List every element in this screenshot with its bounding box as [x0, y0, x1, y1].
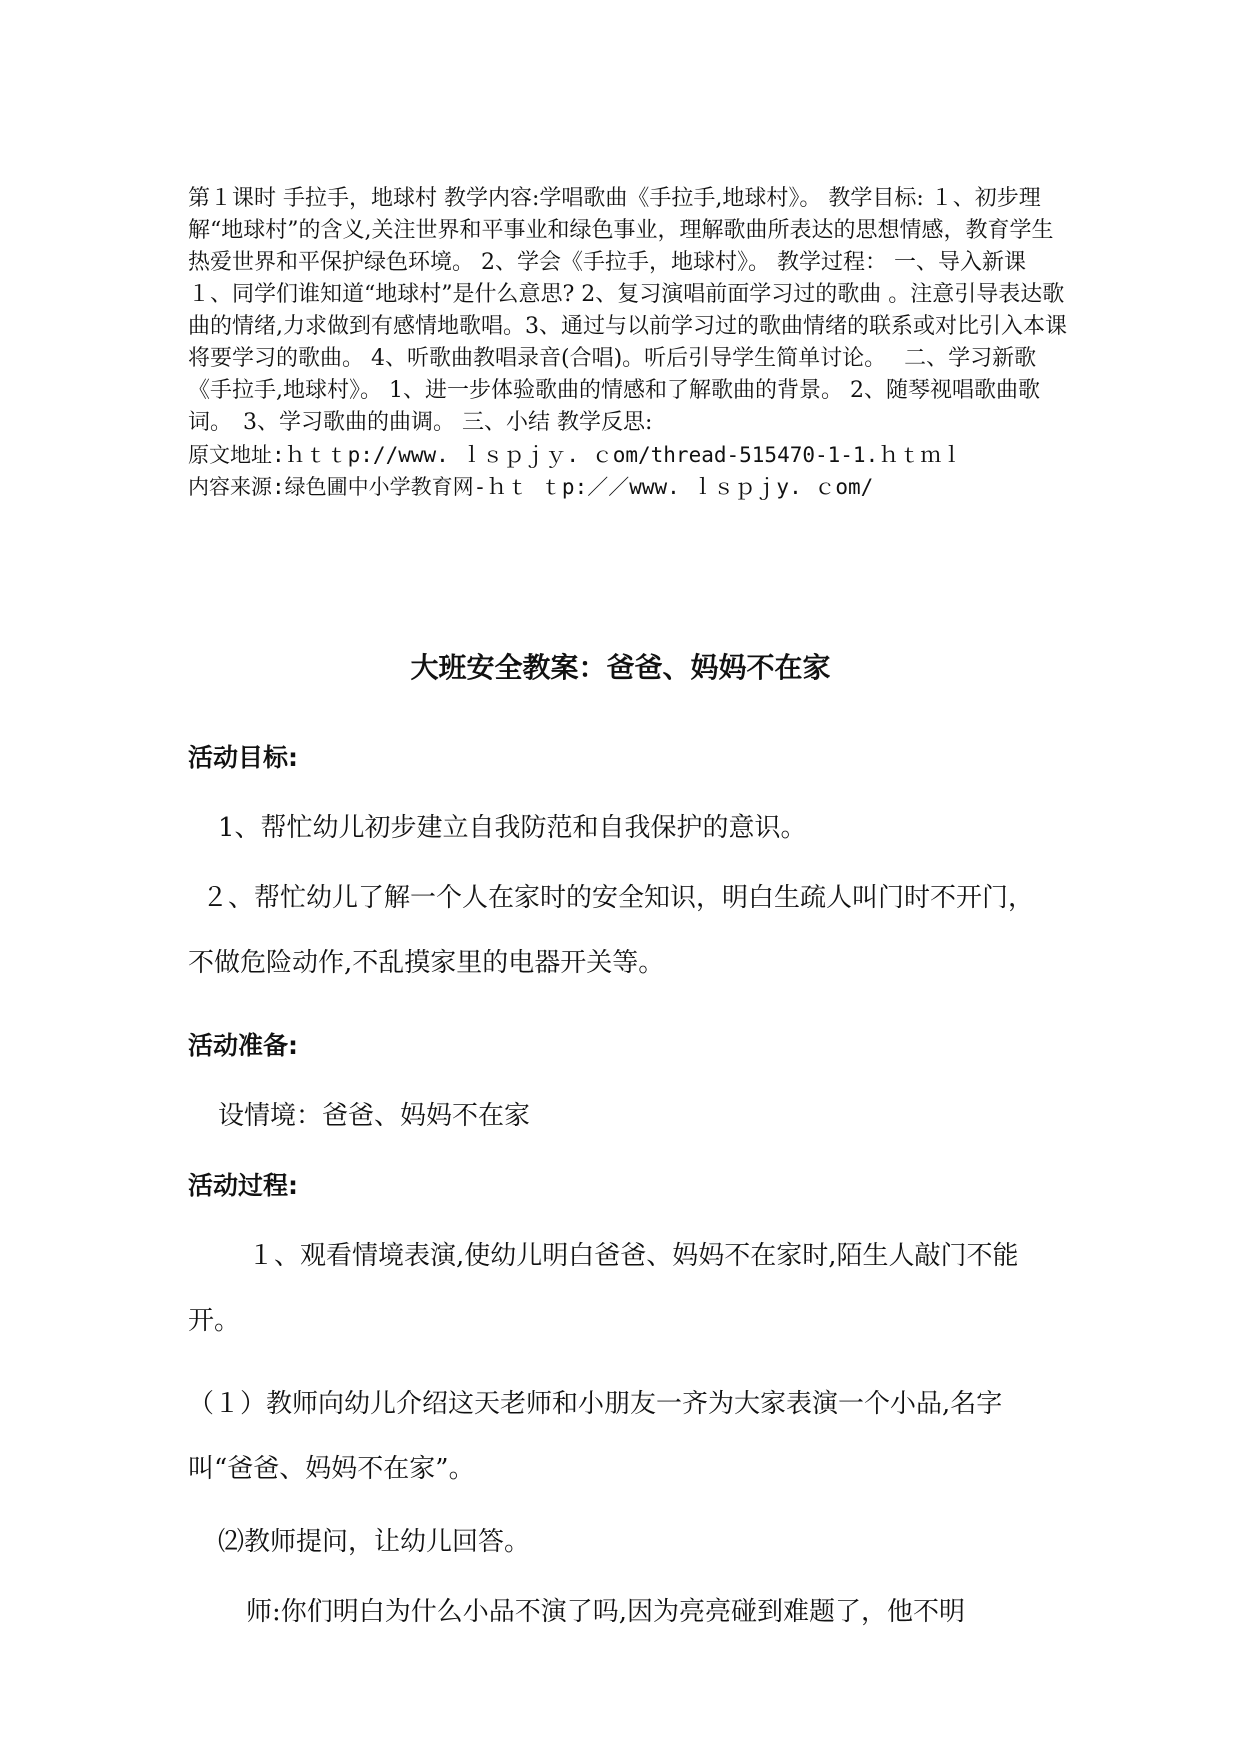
process-item-1: １、观看情境表演,使幼儿明白爸爸、妈妈不在家时,陌生人敲门不能开。	[188, 1241, 1019, 1336]
process-item-1-3: 师:你们明白为什么小品不演了吗,因为亮亮碰到难题了，他不明	[246, 1597, 966, 1627]
goal-item-2: ２、帮忙幼儿了解一个人在家时的安全知识，明白生疏人叫门时不开门，不做危险动作,不乱摸家里的电器开关等。	[188, 883, 1035, 978]
prep-heading: 活动准备:	[188, 1031, 298, 1060]
source-url-line: 原文地址:ｈｔｔp://www. ｌｓｐｊｙ. ｃom/thread-515470-1-1.ｈｔｍｌ	[188, 443, 963, 467]
lesson-header-block	[188, 183, 1068, 503]
process-item-1-1: （１）教师向幼儿介绍这天老师和小朋友一齐为大家表演一个小品,名字叫“爸爸、妈妈不在家”。	[188, 1389, 1003, 1484]
process-heading: 活动过程:	[188, 1171, 298, 1200]
lesson-header-paragraph: 第１课时 手拉手，地球村 教学内容:学唱歌曲《手拉手,地球村》。 教学目标: １、初步理解“地球村”的含义,关注世界和平事业和绿色事业，理解歌曲所表达的思想情感，教育学生热爱世界和平保护绿色环境。 2、学会《手拉手，地球村》。 教学过程： 一、导入新课 １、同学们谁知道“地球村”是什么意思? 2、复习演唱前面学习过的歌曲 。注意引导表达歌曲的情绪,力求做到有感情地歌唱。3、通过与以前学习过的歌曲情绪的联系或对比引入本课将要学习的歌曲。 4、听歌曲教唱录音(合唱)。听后引导学生简单讨论。 二、学习新歌《手拉手,地球村》。 1、进一步体验歌曲的情感和了解歌曲的背景。 2、随琴视唱歌曲歌词。 3、学习歌曲的曲调。 三、小结 教学反思:	[188, 186, 1067, 435]
lesson-body	[188, 738, 1058, 1632]
process-item-1-2: ⑵教师提问，让幼儿回答。	[218, 1527, 531, 1557]
document-title: 大班安全教案：爸爸、妈妈不在家	[410, 651, 831, 684]
source-site-line: 内容来源:绿色圃中小学教育网-ｈｔ ｔp:／／www. ｌｓｐｊy. ｃom/	[188, 475, 874, 499]
prep-item-1: 设情境：爸爸、妈妈不在家	[218, 1101, 531, 1131]
goals-heading: 活动目标:	[188, 743, 298, 772]
goal-item-1: 1、帮忙幼儿初步建立自我防范和自我保护的意识。	[218, 813, 807, 843]
